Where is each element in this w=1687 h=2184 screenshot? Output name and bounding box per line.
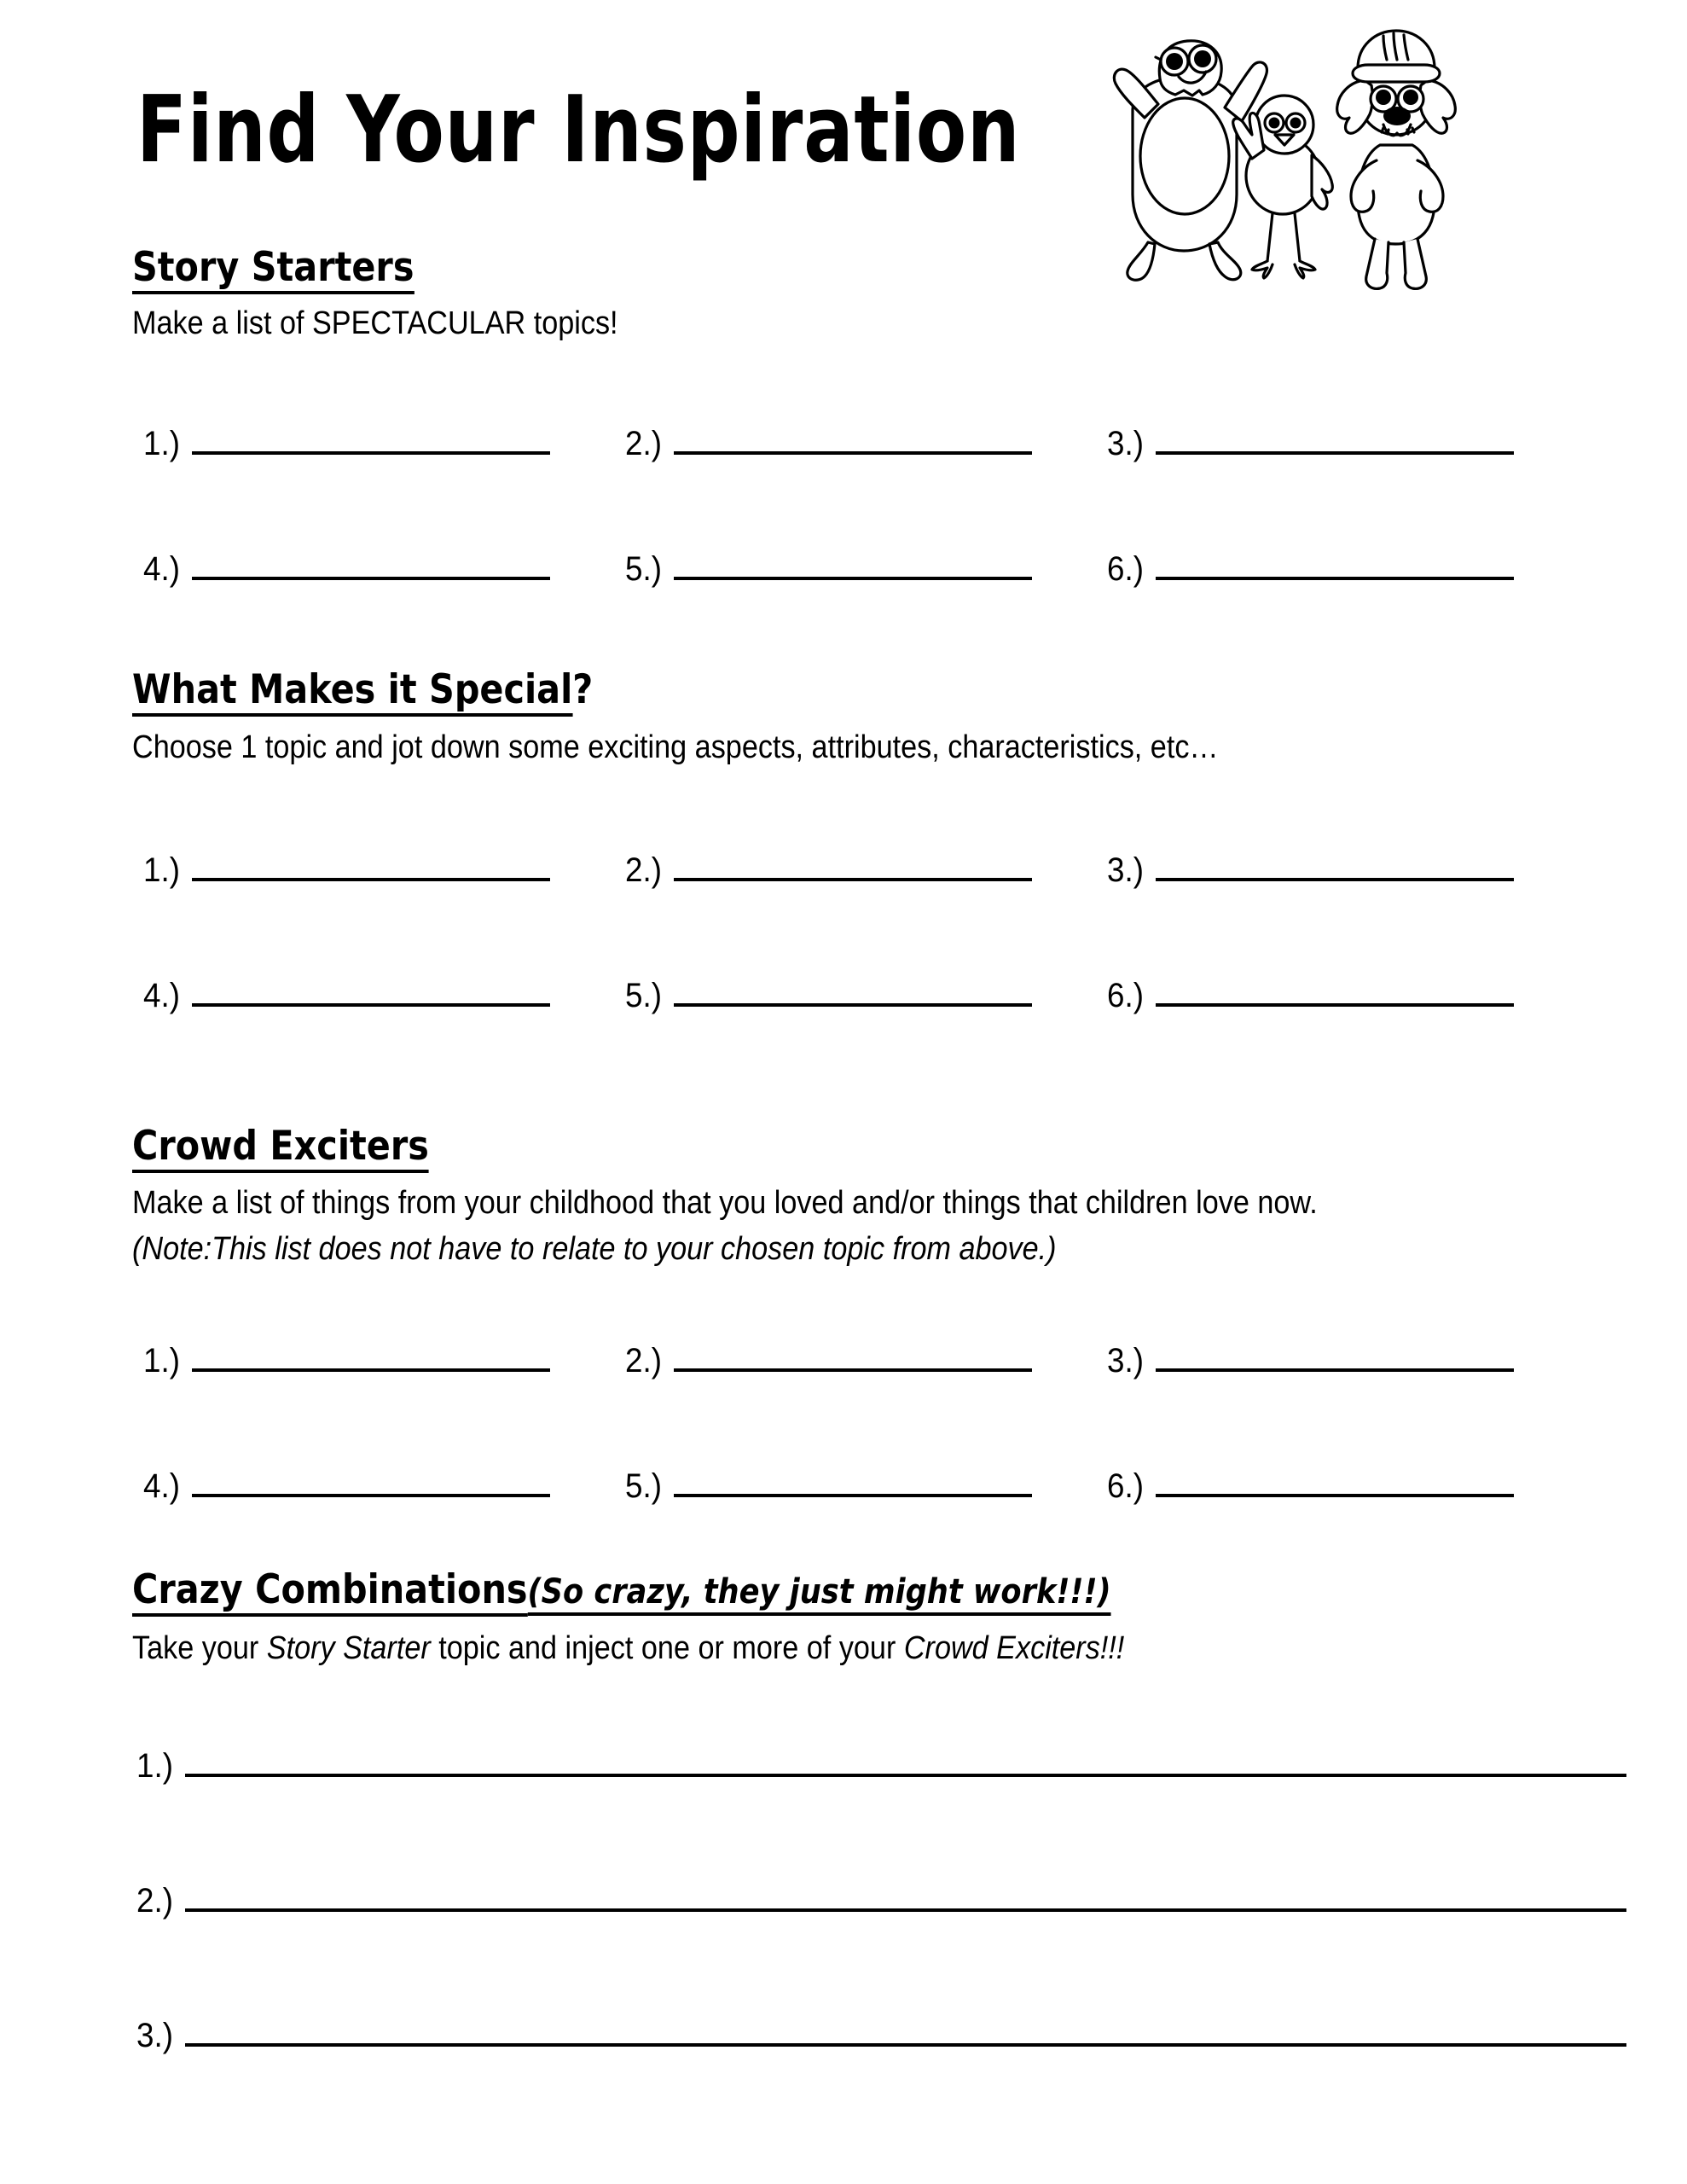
answer-row-wide <box>0 2014 1687 2065</box>
section-heading-text: What Makes it Special <box>132 670 572 717</box>
item-number: 1.) <box>143 1342 180 1380</box>
answer-cell[interactable] <box>1107 548 1514 586</box>
section-heading-text: Story Starters <box>132 247 414 294</box>
answer-row <box>0 1465 1687 1516</box>
item-number: 3.) <box>1107 1342 1144 1380</box>
answer-cell[interactable] <box>625 422 1032 461</box>
answer-cell[interactable] <box>1107 422 1514 461</box>
answer-cell[interactable] <box>143 548 550 586</box>
blank-line[interactable] <box>192 974 550 1007</box>
turtle-figure <box>1114 41 1267 280</box>
blank-line[interactable] <box>192 548 550 580</box>
item-number: 2.) <box>136 1882 173 1920</box>
blank-line[interactable] <box>1156 1465 1514 1497</box>
answer-cell[interactable] <box>143 1465 550 1503</box>
section-description-story-starters: Make a list of SPECTACULAR topics! <box>132 305 618 341</box>
blank-line[interactable] <box>192 1339 550 1372</box>
section-description-crowd-exciters: Make a list of things from your childhood that you loved and/or things that children love now. <box>132 1185 1318 1221</box>
answer-cell[interactable] <box>1107 1465 1514 1503</box>
answer-row <box>0 974 1687 1025</box>
blank-line[interactable] <box>674 422 1032 455</box>
answer-cell[interactable] <box>143 422 550 461</box>
item-number: 3.) <box>136 2017 173 2054</box>
blank-line[interactable] <box>674 1465 1032 1497</box>
desc-part-crowd-exciters: Crowd Exciters!!! <box>903 1630 1125 1666</box>
blank-line[interactable] <box>1156 974 1514 1007</box>
answer-cell[interactable] <box>625 1465 1032 1503</box>
item-number: 1.) <box>143 851 180 889</box>
answer-row-wide <box>0 1879 1687 1931</box>
answer-cell[interactable] <box>625 849 1032 887</box>
item-number: 6.) <box>1107 550 1144 588</box>
answer-cell[interactable] <box>1107 974 1514 1013</box>
turtle-chick-dog-mascots-illustration <box>1083 15 1484 297</box>
section-heading-what-makes-it-special <box>132 666 594 717</box>
answer-row <box>0 422 1687 473</box>
item-number: 1.) <box>143 425 180 462</box>
section-heading-parenthetical: (So crazy, they just might work!!!) <box>528 1575 1111 1616</box>
section-description-crazy-combinations <box>132 1628 1124 1670</box>
item-number: 4.) <box>143 977 180 1014</box>
answer-cell[interactable] <box>625 548 1032 586</box>
item-number: 2.) <box>625 425 662 462</box>
blank-line[interactable] <box>674 1339 1032 1372</box>
answer-cell[interactable] <box>625 1339 1032 1378</box>
blank-line[interactable] <box>185 2014 1626 2047</box>
blank-line[interactable] <box>1156 548 1514 580</box>
item-number: 5.) <box>625 1467 662 1505</box>
blank-line[interactable] <box>192 849 550 881</box>
answer-cell[interactable] <box>143 849 550 887</box>
section-heading-text: Crowd Exciters <box>132 1126 429 1173</box>
blank-line[interactable] <box>674 974 1032 1007</box>
blank-line[interactable] <box>1156 849 1514 881</box>
answer-cell[interactable] <box>1107 1339 1514 1378</box>
section-heading-crowd-exciters <box>132 1123 429 1173</box>
item-number: 2.) <box>625 851 662 889</box>
item-number: 5.) <box>625 977 662 1014</box>
answer-cell[interactable] <box>143 1339 550 1378</box>
item-number: 4.) <box>143 550 180 588</box>
blank-line[interactable] <box>674 849 1032 881</box>
desc-part-a: Take your <box>132 1630 267 1666</box>
section-heading-suffix: ? <box>572 666 594 713</box>
blank-line[interactable] <box>185 1879 1626 1912</box>
item-number: 2.) <box>625 1342 662 1380</box>
section-heading-crazy-combinations <box>132 1566 1111 1617</box>
desc-part-c: topic and inject one or more of your <box>430 1630 904 1666</box>
blank-line[interactable] <box>192 422 550 455</box>
dog-figure <box>1337 31 1456 288</box>
item-number: 5.) <box>625 550 662 588</box>
desc-part-story-starter: Story Starter <box>266 1630 431 1666</box>
item-number: 6.) <box>1107 977 1144 1014</box>
item-number: 6.) <box>1107 1467 1144 1505</box>
answer-row-wide <box>0 1745 1687 1796</box>
answer-cell[interactable] <box>1107 849 1514 887</box>
blank-line[interactable] <box>192 1465 550 1497</box>
section-heading-text: Crazy Combinations <box>132 1570 528 1617</box>
answer-row <box>0 1339 1687 1391</box>
answer-cell[interactable] <box>136 1879 1626 1918</box>
blank-line[interactable] <box>1156 1339 1514 1372</box>
chick-figure <box>1233 96 1333 278</box>
blank-line[interactable] <box>1156 422 1514 455</box>
answer-cell[interactable] <box>625 974 1032 1013</box>
blank-line[interactable] <box>185 1745 1626 1777</box>
item-number: 4.) <box>143 1467 180 1505</box>
answer-cell[interactable] <box>136 2014 1626 2053</box>
section-note-crowd-exciters: (Note:This list does not have to relate to your chosen topic from above.) <box>132 1231 1057 1267</box>
item-number: 1.) <box>136 1747 173 1785</box>
section-heading-story-starters <box>132 244 415 294</box>
answer-cell[interactable] <box>143 974 550 1013</box>
item-number: 3.) <box>1107 851 1144 889</box>
answer-cell[interactable] <box>136 1745 1626 1783</box>
page-title: Find Your Inspiration <box>136 77 1021 183</box>
section-description-what-makes-it-special: Choose 1 topic and jot down some exciting aspects, attributes, characteristics, etc… <box>132 729 1219 765</box>
item-number: 3.) <box>1107 425 1144 462</box>
blank-line[interactable] <box>674 548 1032 580</box>
answer-row <box>0 849 1687 900</box>
answer-row <box>0 548 1687 599</box>
